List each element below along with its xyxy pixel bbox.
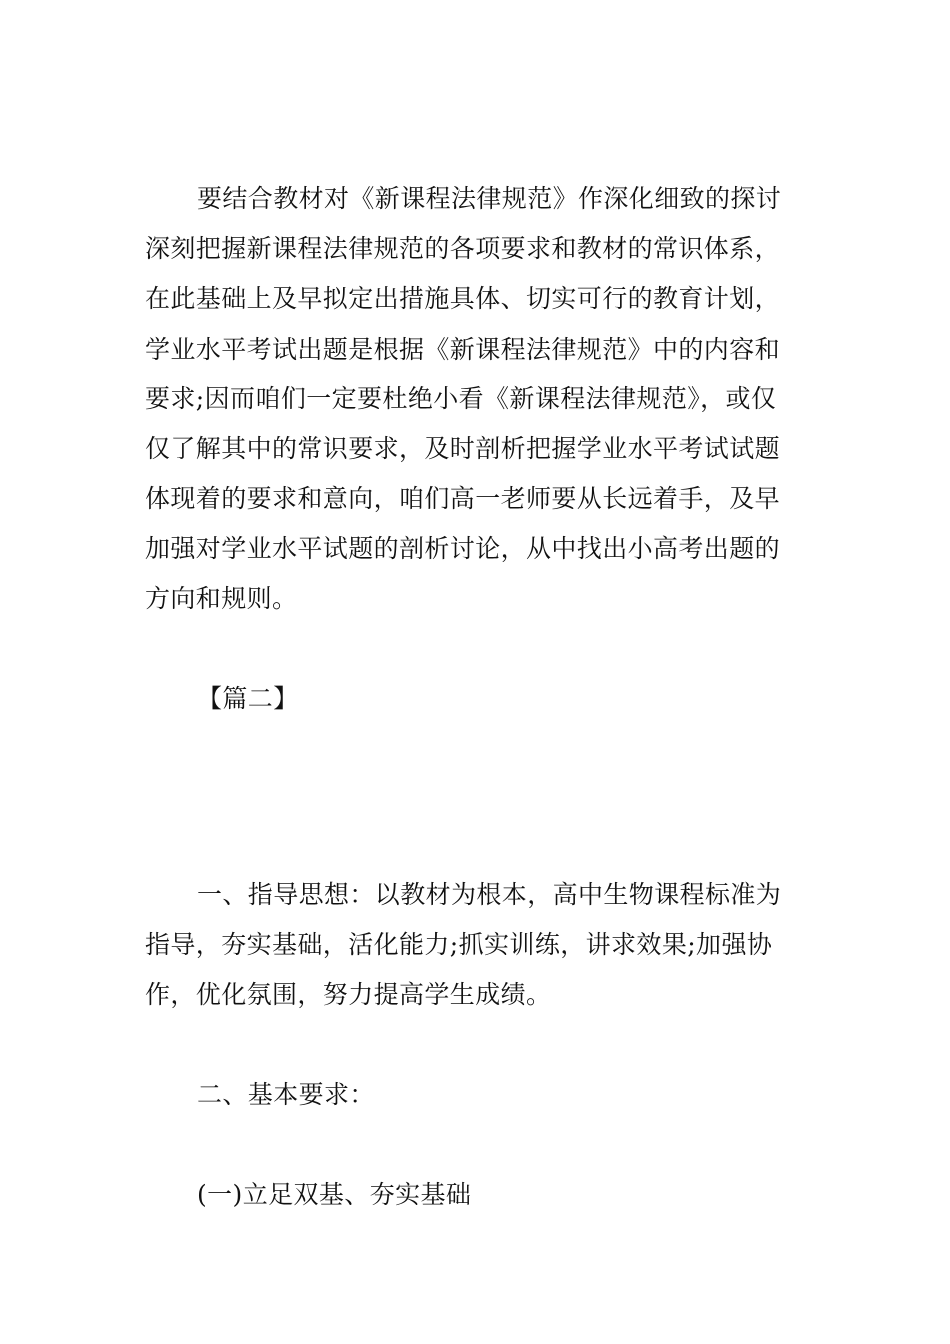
paragraph-2-line-1: 一、指导思想：以教材为根本，高中生物课程标准为: [197, 880, 782, 909]
paragraph-1-line-3: 在此基础上及早拟定出措施具体、切实可行的教育计划，: [145, 284, 781, 313]
paragraph-1-line-9: 方向和规则。: [145, 584, 298, 613]
paragraph-1-line-1: 要结合教材对《新课程法律规范》作深化细致的探讨: [197, 184, 782, 213]
paragraph-1-line-8: 加强对学业水平试题的剖析讨论，从中找出小高考出题的: [145, 534, 781, 563]
subsection-heading: (一)立足双基、夯实基础: [197, 1180, 472, 1209]
basic-requirements-heading: 二、基本要求：: [197, 1080, 375, 1109]
paragraph-1-line-4: 学业水平考试出题是根据《新课程法律规范》中的内容和: [145, 335, 781, 364]
paragraph-1-line-2: 深刻把握新课程法律规范的各项要求和教材的常识体系，: [145, 234, 781, 263]
paragraph-1-line-6: 仅了解其中的常识要求，及时剖析把握学业水平考试试题: [145, 434, 781, 463]
paragraph-1-line-7: 体现着的要求和意向，咱们高一老师要从长远着手，及早: [145, 484, 781, 513]
paragraph-2-line-3: 作，优化氛围，努力提高学生成绩。: [145, 980, 552, 1009]
paragraph-2-line-2: 指导，夯实基础，活化能力;抓实训练，讲求效果;加强协: [145, 930, 773, 959]
paragraph-1-line-5: 要求;因而咱们一定要杜绝小看《新课程法律规范》，或仅: [145, 384, 777, 413]
section-heading: 【篇二】: [197, 684, 299, 713]
